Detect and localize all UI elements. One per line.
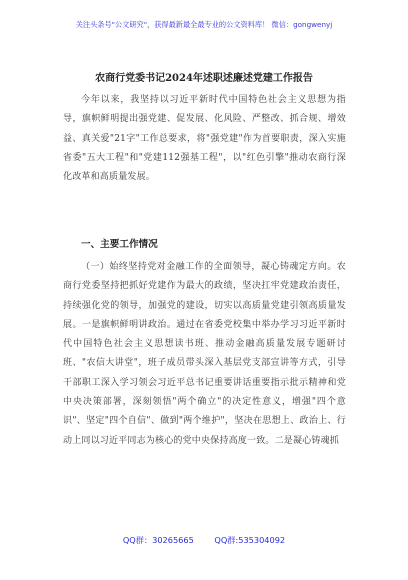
footer-contact (0, 535, 408, 546)
footer-qq-group-2: QQ群:535304092 (214, 535, 286, 545)
footer-qq-group-1: QQ群：30265665 (122, 535, 194, 545)
document-title: 农商行党委书记2024年述职述廉述党建工作报告 (95, 73, 313, 84)
section-paragraph-block (63, 258, 346, 451)
section-paragraph: （一）始终坚持党对金融工作的全面领导，凝心铸魂定方向。农商行党委坚持把抓好党建作为最大的政绩，坚决扛牢党建政治责任，持续强化党的领导，加强党的建设，切实以高质量党建引领高质量发展。一是旗帜鲜明讲政治。通过在省委党校集中举办学习习近平新时代中国特色社会主义思想读书班、推动金融高质量发展专题研讨班、"农信大讲堂"，班子成员带头深入基层党支部宣讲等方式，引导干部职工深入学习领会习近平总书记重要讲话重要指示批示精神和党中央决策部署，深刻领悟"两个确立"的决定性意义，增强"四个意识"、坚定"四个自信"、做到"两个维护"，坚决在思想上、政治上、行动上同以习近平同志为核心的党中央保持高度一致。二是凝心铸魂抓 (63, 262, 346, 446)
section-heading: 一、主要工作情况 (81, 239, 158, 250)
header-banner: 关注头条号"公文研究"，获得最新最全最专业的公文资料库！ 微信：gongwenyj (75, 20, 333, 29)
intro-paragraph-block (63, 91, 346, 187)
intro-paragraph: 今年以来，我坚持以习近平新时代中国特色社会主义思想为指导，旗帜鲜明提出强党建、促发展、化风险、严整改、抓合规、增效益、真关爱"21字"工作总要求，将"强党建"作为首要职责，深入实施省委"五大工程"和"党建112强基工程"，以"红色引擎"推动农商行深化改革和高质量发展。 (63, 95, 346, 183)
